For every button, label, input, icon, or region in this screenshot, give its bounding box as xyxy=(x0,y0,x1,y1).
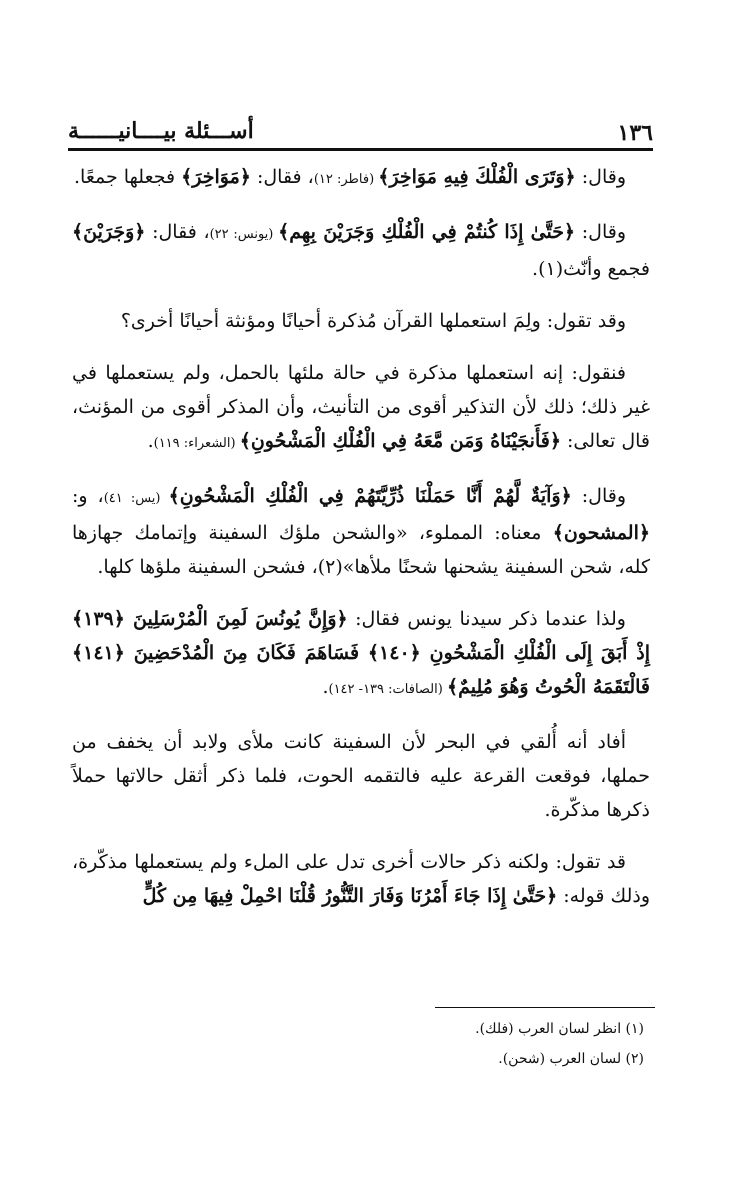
header-rule xyxy=(68,148,653,151)
footnote: (١) انظر لسان العرب (فلك). xyxy=(475,1021,644,1037)
footnote: (٢) لسان العرب (شحن). xyxy=(498,1051,644,1067)
quran-quote: ﴿وَتَرَى الْفُلْكَ فِيهِ مَوَاخِرَ﴾ xyxy=(378,166,576,188)
quran-quote: ﴿وَجَرَيْنَ﴾ xyxy=(72,221,146,243)
footnote-rule xyxy=(435,1007,655,1008)
paragraph xyxy=(72,304,650,338)
text-run: وقال: xyxy=(575,221,626,243)
paragraph xyxy=(72,602,650,707)
page-number: ١٣٦ xyxy=(617,120,653,146)
text-run: . xyxy=(147,430,154,452)
text-run: ولذا عندما ذكر سيدنا يونس فقال: xyxy=(347,608,626,630)
text-run: قد تقول: ولكنه ذكر حالات أخرى تدل على الملء ولم يستعملها مذكّرة، وذلك قوله: xyxy=(72,851,650,907)
paragraph xyxy=(72,845,650,913)
text-run: ، فقال: xyxy=(250,166,314,188)
quran-quote: ﴿فَأَنجَيْنَاهُ وَمَن مَّعَهُ فِي الْفُلْكِ الْمَشْحُونِ﴾ xyxy=(239,430,561,452)
quran-citation: (الشعراء: ١١٩) xyxy=(153,436,240,451)
quran-quote: ﴿المشحون﴾ xyxy=(552,522,650,544)
text-run: معناه: المملوء، «والشحن ملؤك السفينة وإتمامك جهازها كله، شحن السفينة يشحنها شحنًا ملأها»(٢)، فشحن السفينة ملؤها كلها. xyxy=(72,522,650,578)
text-run: وقال: xyxy=(575,166,626,188)
quran-quote: ﴿وَآيَةٌ لَّهُمْ أَنَّا حَمَلْنَا ذُرِّيَّتَهُمْ فِي الْفُلْكِ الْمَشْحُونِ﴾ xyxy=(168,485,572,507)
quran-citation: (الصافات: ١٣٩- ١٤٢) xyxy=(328,682,447,697)
quran-citation: (فاطر: ١٢) xyxy=(313,172,379,187)
page-header xyxy=(68,112,653,152)
footnotes xyxy=(72,1014,652,1074)
text-run: ، و: xyxy=(72,485,104,507)
paragraph xyxy=(72,479,650,584)
paragraph xyxy=(72,725,650,827)
text-run: ، فقال: xyxy=(145,221,210,243)
running-title: أســـئلة بيــــانيــــــة xyxy=(68,118,254,144)
paragraph xyxy=(72,215,650,286)
text-run: فجعلها جمعًا. xyxy=(73,166,182,188)
quran-citation: (يونس: ٢٢) xyxy=(209,227,279,242)
text-run: . xyxy=(322,676,329,698)
quran-quote: ﴿حَتَّىٰ إِذَا جَاءَ أَمْرُنَا وَفَارَ التَّنُّورُ قُلْنَا احْمِلْ فِيهَا مِن كُلٍّ xyxy=(142,885,558,907)
paragraph xyxy=(72,356,650,461)
quran-citation: (يس: ٤١) xyxy=(103,491,169,506)
text-run: فجمع وأنّث(١). xyxy=(532,258,650,280)
text-run: وقد تقول: ولِمَ استعملها القرآن مُذكرة أحيانًا ومؤنثة أحيانًا أخرى؟ xyxy=(120,310,626,332)
text-run: وقال: xyxy=(571,485,627,507)
text-run: فنقول: إنه استعملها مذكرة في حالة ملئها بالحمل، ولم يستعملها في غير ذلك؛ ذلك لأن التذكير أقوى من التأنيث، وأن المذكر أقوى من المؤنث، قال تعالى: xyxy=(72,362,650,452)
quran-quote: ﴿وَإِنَّ يُونُسَ لَمِنَ الْمُرْسَلِينَ ﴿١٣٩﴾ إِذْ أَبَقَ إِلَى الْفُلْكِ الْمَشْحُونِ ﴿١٤٠﴾ فَسَاهَمَ فَكَانَ مِنَ الْمُدْحَضِينَ ﴿١٤١﴾ فَالْتَقَمَهُ الْحُوتُ وَهُوَ مُلِيمٌ﴾ xyxy=(72,608,650,698)
paragraph xyxy=(72,160,650,197)
text-run: أفاد أنه أُلقي في البحر لأن السفينة كانت ملأى ولابد أن يخفف من حملها، فوقعت القرعة عليه فالتقمه الحوت، فلما ذكر أثقل حالاتها حملاً ذكرها مذكّرة. xyxy=(72,731,650,821)
quran-quote: ﴿حَتَّىٰ إِذَا كُنتُمْ فِي الْفُلْكِ وَجَرَيْنَ بِهِم﴾ xyxy=(278,221,576,243)
main-text xyxy=(72,160,650,931)
quran-quote: ﴿مَوَاخِرَ﴾ xyxy=(181,166,251,188)
